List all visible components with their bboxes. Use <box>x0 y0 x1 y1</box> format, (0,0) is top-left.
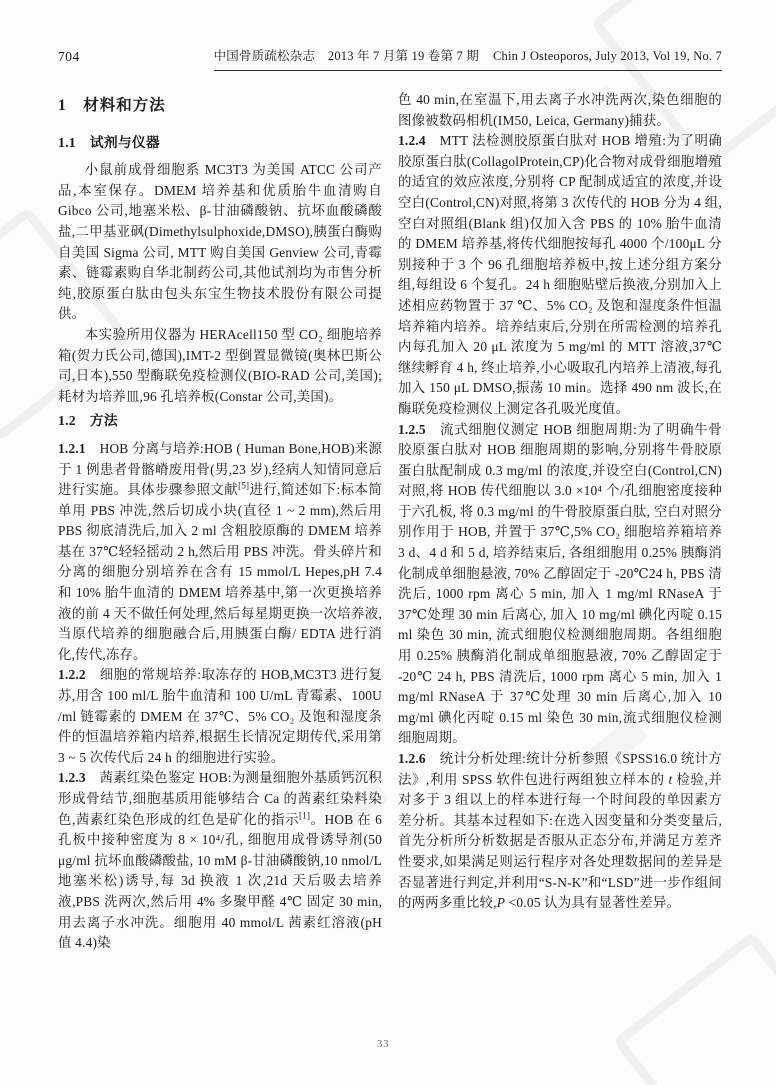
paragraph-1-2-4-mtt-assay: 1.2.4 MTT 法检测胶原蛋白肽对 HOB 增殖:为了明确胶原蛋白肽(CollagolProtein,CP)化合物对成骨细胞增殖的适宜的效应浓度,分别将 CP 配制成适宜的浓度,并设空白(Control,CN)对照,将第 3 次传代的 HOB 分为 4 组,空白对照组(Blank 组)仅加入含 PBS 的 10% 胎牛血清的 DMEM 培养基,将传代细胞按每孔 4000 个/100μL 分别接种于 3 个 96 孔细胞培养板中,按上述分组方案分组,每组设 6 个复孔。24 h 细胞贴壁后换液,分别加入上述相应药物置于 37 ℃、5% CO₂ 及饱和湿度条件恒温培养箱内培养。培养结束后,分别在所需检测的培养孔内每孔加入 20 μL 浓度为 5 mg/ml 的 MTT 溶液,37℃继续孵育 4 h, 终止培养,小心吸取孔内培养上清液,每孔加入 150 μL DMSO,振荡 10 min。选择 490 nm 波长,在酶联免疫检测仪上测定各孔吸光度值。 <box>398 133 722 416</box>
header-page-number: 704 <box>58 49 80 64</box>
left-column <box>58 90 382 954</box>
paragraph-reagents: 小鼠前成骨细胞系 MC3T3 为美国 ATCC 公司产品,本室保存。DMEM 培养基和优质胎牛血清购自 Gibco 公司,地塞米松、β-甘油磷酸钠、抗坏血酸磷酸盐,二甲基亚砜(Dimethylsulphoxide,DMSO),胰蛋白酶购自美国 Sigma 公司, MTT 购自美国 Genview 公司,青霉素、链霉素购自华北制药公司,其他试剂均为市售分析纯,胶原蛋白肽由包头东宝生物技术股份有限公司提供。 <box>58 162 382 322</box>
two-column-body <box>58 90 722 954</box>
section-heading-materials-methods: 1 材料和方法 <box>58 97 166 114</box>
paragraph-1-2-2-routine-culture: 1.2.2 细胞的常规培养:取冻存的 HOB,MC3T3 进行复苏,用含 100 ml/L 胎牛血清和 100 U/mL 青霉素、100U /ml 链霉素的 DMEM 在 37℃、5% CO₂ 及饱和湿度条件的恒温培养箱内培养,根据生长情况定期传代,采用第 3 ~ 5 次传代后 24 h 的细胞进行实验。 <box>58 667 382 765</box>
paragraph-1-2-3-continued: 色 40 min,在室温下,用去离子水冲洗两次,染色细胞的图像被数码相机(IM50, Leica, Germany)捕获。 <box>398 92 722 128</box>
paragraph-1-2-5-flow-cytometry: 1.2.5 流式细胞仪测定 HOB 细胞周期:为了明确牛骨胶原蛋白肽对 HOB 细胞周期的影响,分别将牛骨胶原蛋白肽配制成 0.3 mg/ml 的浓度,并设空白(Control,CN)对照,将 HOB 传代细胞以 3.0 ×10⁴ 个/孔细胞密度接种于六孔板, 将 0.3 mg/ml 的牛骨胶原蛋白肽, 空白对照分别作用于 HOB, 并置于 37℃,5% CO₂ 细胞培养箱培养 3 d、4 d 和 5 d, 培养结束后, 各组细胞用 0.25% 胰酶消化制成单细胞悬液, 70% 乙醇固定于 -20℃24 h, PBS 清洗后, 1000 rpm 离心 5 min, 加入 1 mg/ml RNaseA 于 37℃处理 30 min 后离心, 加入 10 mg/ml 碘化丙啶 0.15 ml 染色 30 min, 流式细胞仪检测细胞周期。各组细胞用 0.25% 胰酶消化制成单细胞悬液, 70% 乙醇固定于 -20℃ 24 h, PBS 清洗后, 1000 rpm 离心 5 min, 加入 1 mg/ml RNaseA 于 37℃处理 30 min 后离心,加入 10 mg/ml 碘化丙啶 0.15 ml 染色 30 min,流式细胞仪检测细胞周期。 <box>398 421 722 746</box>
header-journal-line <box>214 46 722 71</box>
subsection-heading-methods: 1.2 方法 <box>58 413 118 429</box>
paragraph-1-2-6-statistics: 1.2.6 统计分析处理:统计分析参照《SPSS16.0 统计方法》,利用 SPSS 软件包进行两组独立样本的 t 检验,并对多于 3 组以上的样本进行每一个时间段的单因素方差分析。其基本过程如下:在选入因变量和分类变量后,首先分析所分析数据是否服从正态分布,并满足方差齐性要求,如果满足则运行程序对各处理数据间的差异是否显著进行判定,并利用“S-N-K”和“LSD”进一步作组间的两两多重比较,P <0.05 认为具有显著性差异。 <box>398 751 722 911</box>
scan-page-number: 33 <box>377 1039 390 1050</box>
journal-title-en: Chin J Osteoporos, July 2013, Vol 19, No. 7 <box>493 49 722 63</box>
subsection-heading-reagents: 1.1 试剂与仪器 <box>58 134 160 150</box>
paragraph-instruments: 本实验所用仪器为 HERAcell150 型 CO₂ 细胞培养箱(贺力氏公司,德国),IMT-2 型倒置显微镜(奥林巴斯公司,日本),550 型酶联免疫检测仪(BIO-RAD 公司,美国);耗材为培养皿,96 孔培养板(Constar 公司,美国)。 <box>58 326 382 404</box>
paragraph-1-2-1-hob-isolation: 1.2.1 HOB 分离与培养:HOB ( Human Bone,HOB)来源于 1 例患者骨髂嵴废用骨(男,23 岁),经病人知情同意后进行实施。具体步骤参照文献[5]进行,简述如下:标本简单用 PBS 冲洗,然后切成小块(直径 1 ~ 2 mm),然后用 PBS 彻底清洗后,加入 2 ml 含粗胶原酶的 DMEM 培养基在 37℃轻轻摇动 2 h,然后用 PBS 冲洗。骨头碎片和分离的细胞分别培养在含有 15 mmol/L Hepes,pH 7.4 和 10% 胎牛血清的 DMEM 培养基中,第一次更换培养液的前 4 天不做任何处理,然后每星期更换一次培养液,当原代培养的细胞融合后,用胰蛋白酶/ EDTA 进行消化,传代,冻存。 <box>58 440 382 662</box>
watermark-decoration <box>612 931 776 1085</box>
paragraph-1-2-3-alizarin-staining: 1.2.3 茜素红染色鉴定 HOB:为测量细胞外基质钙沉积形成骨结节,细胞基质用能够结合 Ca 的茜素红染料染色,茜素红染色形成的红色是矿化的指示[1]。HOB 在 6 孔板中接种密度为 8 × 10⁴/孔, 细胞用成骨诱导剂(50 μg/ml 抗坏血酸磷酸盐, 10 mM β-甘油磷酸钠,10 nmol/L 地塞米松)诱导,每 3d 换液 1 次,21d 天后吸去培养液,PBS 洗两次,然后用 4% 多聚甲醛 4℃ 固定 30 min,用去离子水冲洗。细胞用 40 mmol/L 茜素红溶液(pH 值 4.4)染 <box>58 770 382 951</box>
right-column <box>398 90 722 954</box>
page-header <box>58 46 722 71</box>
journal-title-cn: 中国骨质疏松杂志 2013 年 7 月第 19 卷第 7 期 <box>213 49 479 63</box>
